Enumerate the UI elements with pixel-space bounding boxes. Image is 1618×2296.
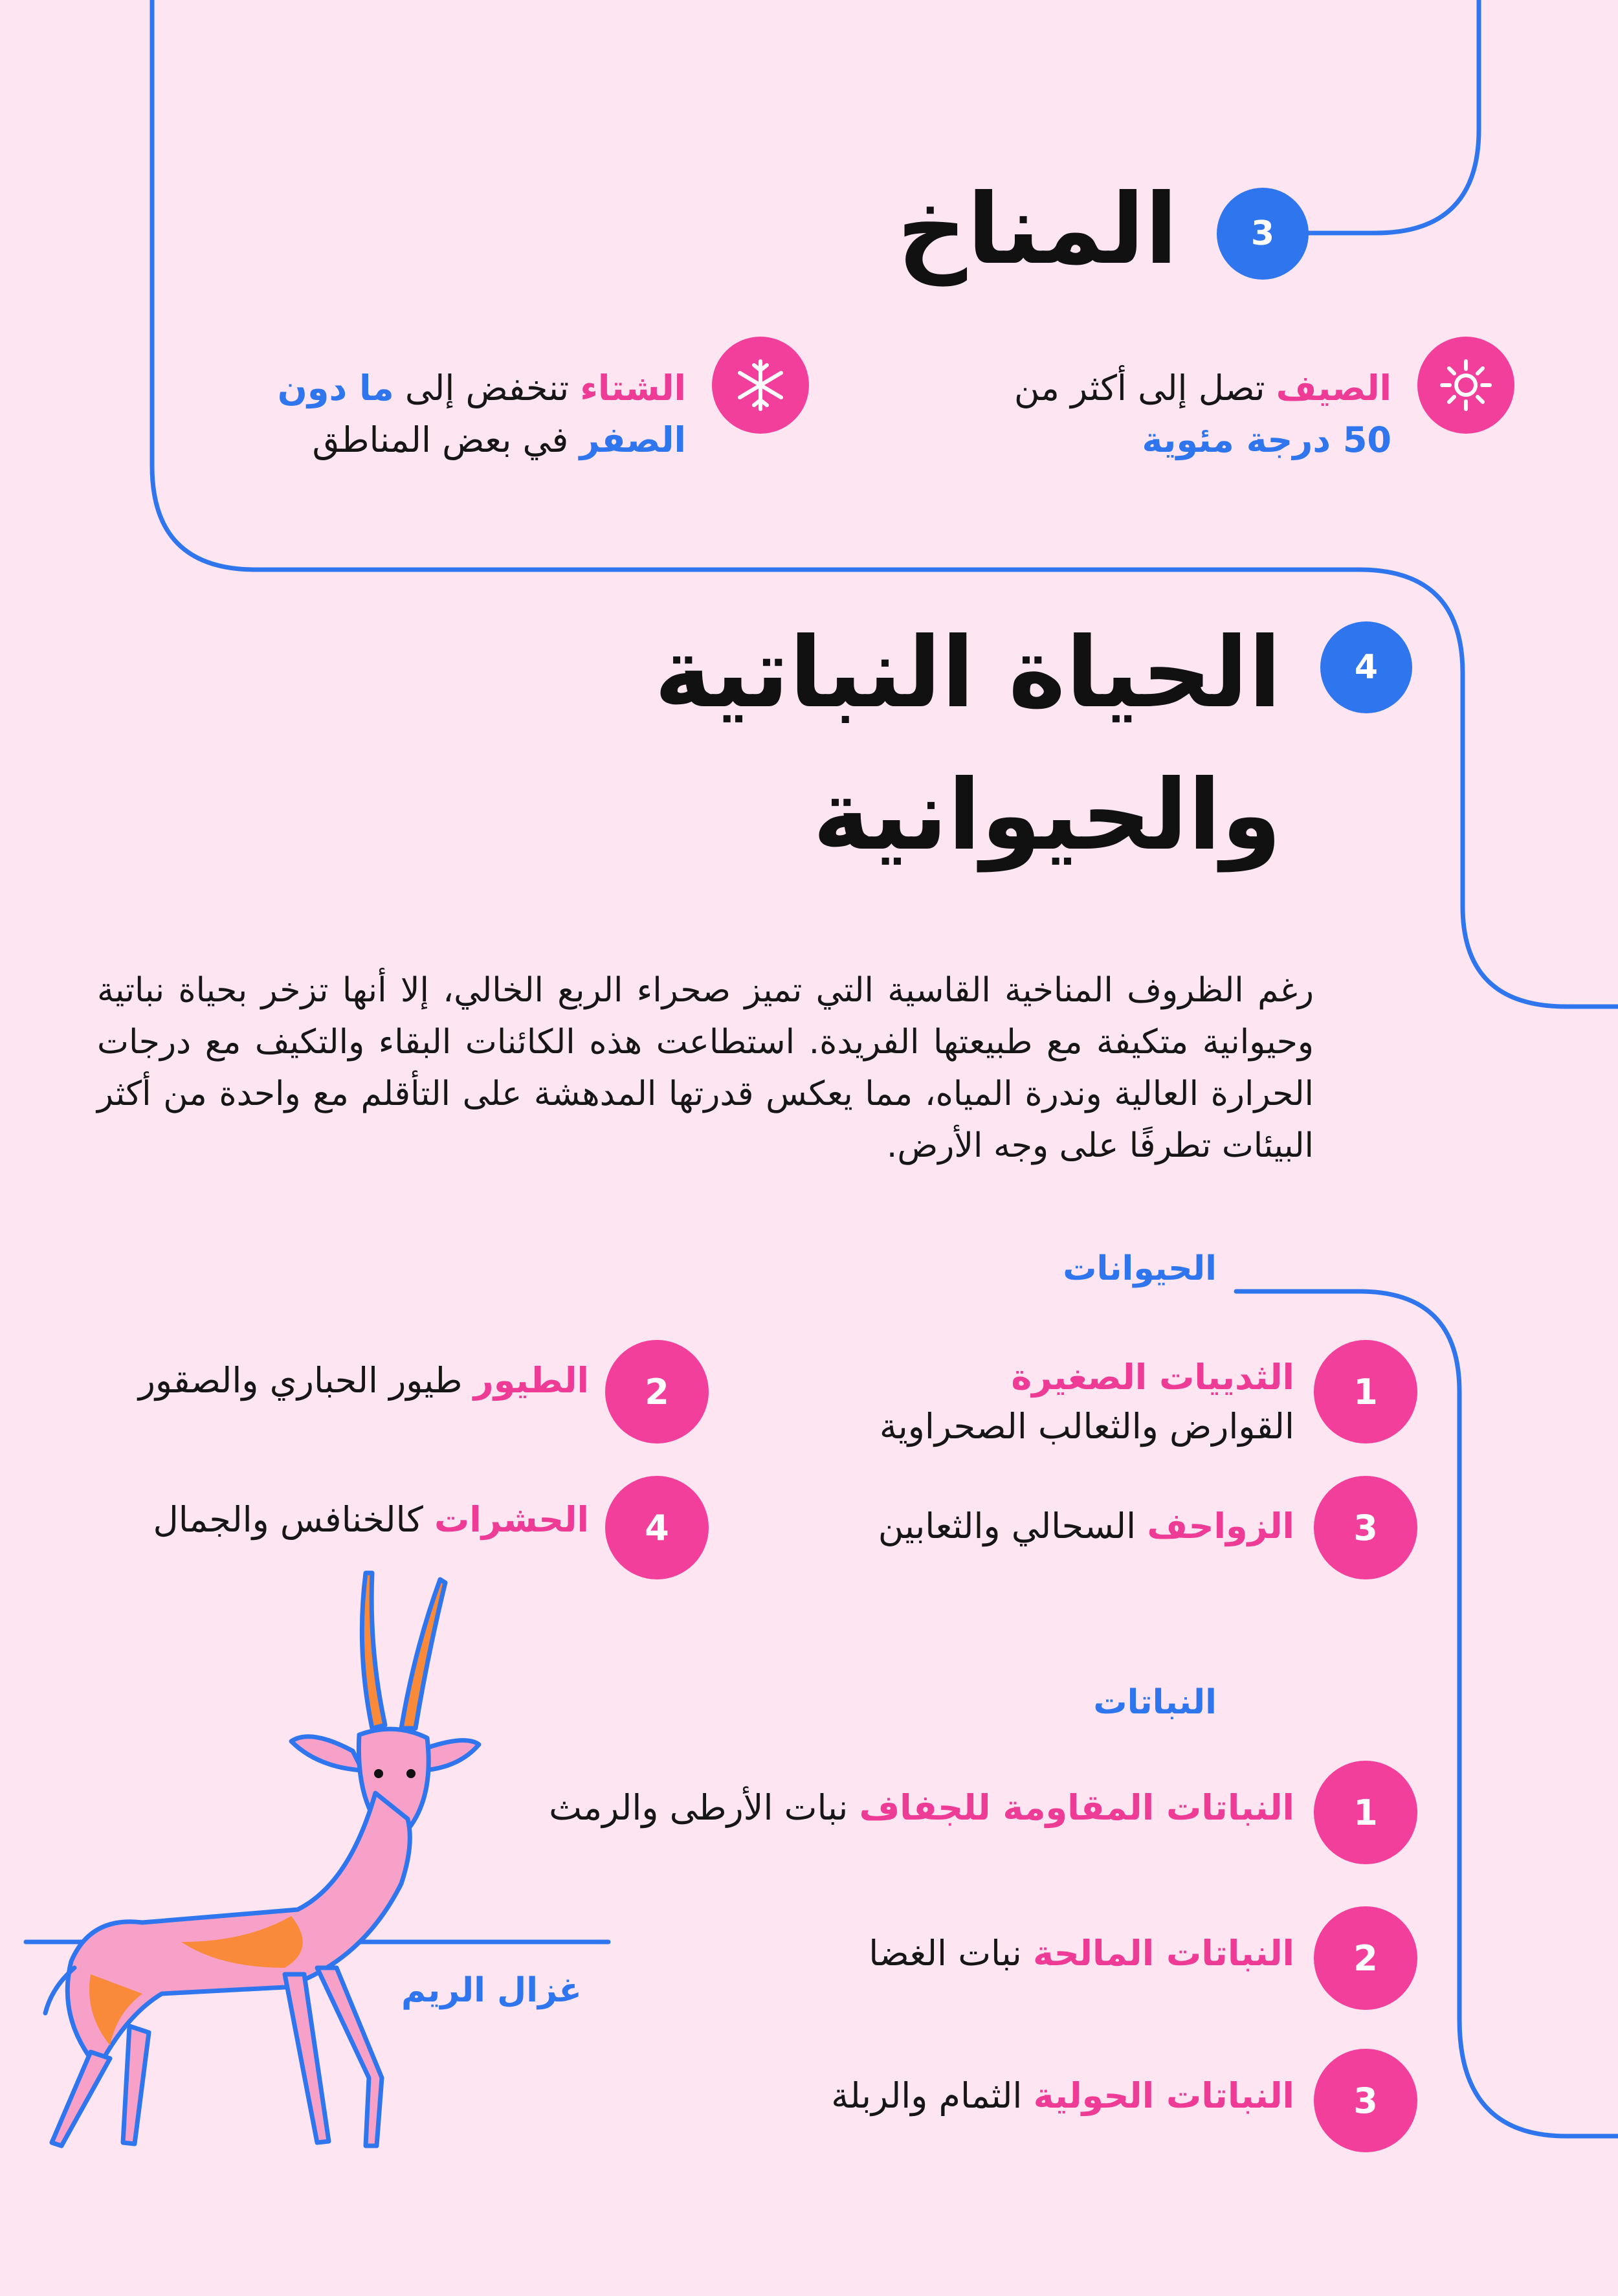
plant-1-text: نبات الأرطى والرمث <box>549 1787 848 1828</box>
snowflake-icon <box>731 356 790 414</box>
plant-3-text: الثمام والربلة <box>831 2075 1023 2116</box>
winter-icon-badge <box>712 337 809 434</box>
animal-4-label: الحشرات <box>434 1499 589 1540</box>
plant-2-label: النباتات المالحة <box>1033 1933 1294 1974</box>
winter-label: الشتاء <box>580 368 686 408</box>
animals-heading: الحيوانات <box>1063 1249 1217 1288</box>
winter-text: تنخفض إلى <box>404 368 570 408</box>
plant-3-number-text: 3 <box>1353 2080 1378 2121</box>
gazelle-caption: غزال الريم <box>401 1971 582 2010</box>
animal-1-text: القوارض والثعالب الصحراوية <box>879 1406 1294 1447</box>
plant-2-number-text: 2 <box>1353 1937 1378 1979</box>
plant-1-number <box>1314 1761 1417 1864</box>
summer-text-block <box>887 362 1391 466</box>
winter-text-block <box>181 362 686 466</box>
plant-3-label: النباتات الحولية <box>1033 2075 1294 2116</box>
section-number-4-text: 4 <box>1354 648 1379 687</box>
animal-3-number-text: 3 <box>1353 1507 1378 1548</box>
line-climate <box>1301 0 1479 233</box>
animal-3-label: الزواحف <box>1147 1506 1294 1546</box>
gazelle-illustration <box>13 1521 531 2168</box>
animal-4-text: كالخنافس والجمال <box>153 1499 423 1540</box>
plant-3-number <box>1314 2049 1417 2152</box>
animal-4-number <box>605 1476 709 1579</box>
plant-1-label: النباتات المقاومة للجفاف <box>859 1787 1294 1828</box>
animal-2-label: الطيور <box>473 1360 589 1401</box>
animal-3-text: السحالي والثعابين <box>878 1506 1136 1546</box>
wildlife-paragraph: رغم الظروف المناخية القاسية التي تميز صحراء الربع الخالي، إلا أنها تزخر بحياة نباتية وحيوانية متكيفة مع طبيعتها الفريدة. استطاعت هذه الكائنات البقاء والتكيف مع درجات الحرارة العالية وندرة المياه، مما يعكس قدرتها المدهشة على التأقلم مع واحدة من أكثر البيئات تطرفًا على وجه الأرض. <box>97 971 1314 1165</box>
winter-value: ما دون الصفر <box>277 368 686 460</box>
sun-icon <box>1437 356 1495 414</box>
summer-label: الصيف <box>1276 368 1391 408</box>
animal-2-number <box>605 1340 709 1443</box>
plant-1-number-text: 1 <box>1353 1792 1378 1833</box>
climate-title: المناخ <box>897 173 1178 286</box>
summer-text: تصل إلى أكثر من <box>1014 368 1265 408</box>
animal-1-number <box>1314 1340 1417 1443</box>
summer-value: 50 درجة مئوية <box>1142 419 1391 460</box>
section-number-3 <box>1217 188 1309 280</box>
wildlife-title-line1: الحياة النباتية <box>654 617 1281 730</box>
animal-1-label: الثدييات الصغيرة <box>1011 1357 1294 1398</box>
section-number-4 <box>1320 621 1412 713</box>
animal-2-number-text: 2 <box>645 1371 669 1412</box>
animal-1-number-text: 1 <box>1353 1371 1378 1412</box>
plants-heading: النباتات <box>1093 1683 1217 1722</box>
animal-3-number <box>1314 1476 1417 1579</box>
plant-2-number <box>1314 1906 1417 2010</box>
animal-2-text: طيور الحباري والصقور <box>138 1360 463 1401</box>
wildlife-title-line2: والحيوانية <box>812 759 1281 872</box>
animal-4-number-text: 4 <box>645 1507 669 1548</box>
wildlife-title <box>375 602 1281 887</box>
animal-3 <box>712 1502 1294 1551</box>
summer-icon-badge <box>1417 337 1514 434</box>
animal-2 <box>6 1356 589 1405</box>
plant-2-text: نبات الغضا <box>869 1933 1022 1974</box>
animal-1 <box>712 1353 1294 1451</box>
section-number-3-text: 3 <box>1250 214 1275 253</box>
winter-tail: في بعض المناطق <box>312 419 569 460</box>
